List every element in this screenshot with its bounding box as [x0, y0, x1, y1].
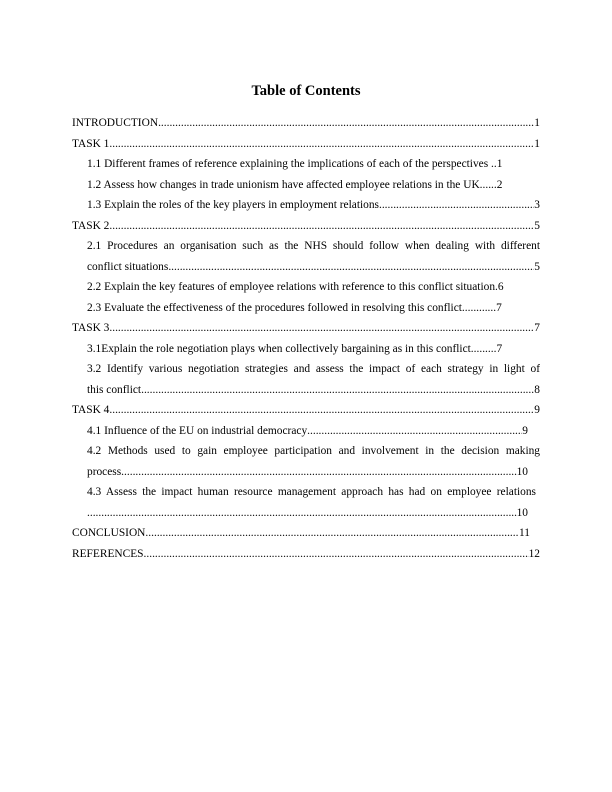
toc-page-number: 11	[519, 527, 530, 539]
toc-entry-1-3[interactable]	[72, 195, 540, 216]
toc-page-number: 10	[516, 465, 528, 478]
toc-entry-text: process	[87, 465, 122, 478]
toc-page-number: 9	[522, 424, 528, 437]
toc-page-number: 3	[534, 199, 540, 211]
toc-entry-text: TASK 3	[72, 322, 110, 334]
toc-entry-text: 1.3 Explain the roles of the key players in employment relations	[87, 199, 379, 211]
dot-leader	[109, 318, 534, 339]
toc-entry-text-line: 4.3 Assess the impact human resource management approach has had on employee relations	[87, 486, 536, 498]
toc-entry-2-2[interactable]	[72, 277, 540, 298]
toc-entry-text: this conflict	[87, 383, 142, 396]
toc-entry-text: TASK 4	[72, 404, 110, 416]
toc-entry-text: 4.1 Influence of the EU on industrial democracy	[87, 424, 308, 437]
toc-page-number: 2	[496, 178, 503, 191]
toc-entry-2-1[interactable]	[72, 236, 540, 277]
dot-leader	[168, 257, 534, 278]
toc-entry-text: TASK 1	[72, 137, 110, 150]
toc-page-number: 10	[516, 506, 528, 519]
toc-page-number: 7	[496, 301, 502, 314]
toc-entry-2-3[interactable]	[72, 298, 540, 319]
toc-entry-introduction[interactable]	[72, 113, 540, 134]
toc-entry-task-4[interactable]	[72, 400, 540, 421]
toc-page-number: 7	[534, 322, 540, 334]
toc-entry-text: 2.2 Explain the key features of employee relations with reference to this conflict situation.	[87, 281, 498, 293]
toc-entry-text: CONCLUSION	[72, 527, 146, 539]
toc-entry-task-1[interactable]	[72, 134, 540, 155]
toc-entry-text: TASK 2	[72, 219, 110, 232]
toc-page-number: 5	[534, 219, 540, 232]
toc-page-number: 1	[534, 137, 540, 150]
toc-entry-text-line: 2.1 Procedures an organisation such as the NHS should follow when dealing with different	[87, 240, 540, 252]
toc-page-number: 1	[496, 158, 503, 170]
toc-entry-conclusion[interactable]	[72, 523, 540, 544]
toc-entry-text: INTRODUCTION	[72, 117, 159, 129]
toc-entry-1-2[interactable]	[72, 175, 540, 196]
toc-page-number: 9	[534, 404, 540, 416]
toc-entry-1-1[interactable]	[72, 154, 540, 175]
toc-entry-text: REFERENCES	[72, 547, 144, 560]
toc-page-number: 1	[534, 117, 540, 129]
dot-leader	[109, 400, 534, 421]
toc-entry-4-3[interactable]	[72, 482, 540, 523]
toc-entry-text: 1.2 Assess how changes in trade unionism have affected employee relations in the UK......	[87, 178, 497, 191]
toc-entry-text-line: 3.2 Identify various negotiation strategies and assess the impact of each strategy in light of	[87, 363, 540, 375]
toc-entry-3-2[interactable]	[72, 359, 540, 400]
dot-leader	[109, 216, 534, 237]
toc-entry-text-line: 4.2 Methods used to gain employee participation and involvement in the decision making	[87, 445, 540, 457]
toc-entry-3-1[interactable]	[72, 339, 540, 360]
dot-leader	[121, 462, 516, 483]
toc-entry-task-2[interactable]	[72, 216, 540, 237]
toc-page-number: 8	[534, 383, 540, 396]
table-of-contents	[72, 113, 540, 564]
toc-entry-4-2[interactable]	[72, 441, 540, 482]
toc-title: Table of Contents	[251, 83, 361, 99]
dot-leader	[109, 134, 534, 155]
toc-page-number: 12	[528, 547, 540, 560]
toc-entry-task-3[interactable]	[72, 318, 540, 339]
toc-entry-references[interactable]	[72, 544, 540, 565]
dot-leader	[141, 380, 534, 401]
toc-page-number: 6	[497, 281, 504, 293]
toc-entry-text: 3.1Explain the role negotiation plays when collectively bargaining as in this conflict.........	[87, 342, 497, 355]
dot-leader	[145, 523, 519, 544]
toc-page-number: 5	[534, 260, 540, 273]
toc-entry-text: 1.1 Different frames of reference explaining the implications of each of the perspectives ..	[87, 158, 497, 170]
dot-leader	[144, 544, 529, 565]
toc-entry-4-1[interactable]	[72, 421, 540, 442]
dot-leader	[87, 503, 517, 524]
dot-leader	[379, 195, 534, 216]
dot-leader	[307, 421, 522, 442]
toc-entry-text: 2.3 Evaluate the effectiveness of the procedures followed in resolving this conflict............	[87, 301, 497, 314]
toc-entry-text: conflict situations	[87, 260, 169, 273]
dot-leader	[158, 113, 534, 134]
toc-page-number: 7	[496, 342, 503, 355]
